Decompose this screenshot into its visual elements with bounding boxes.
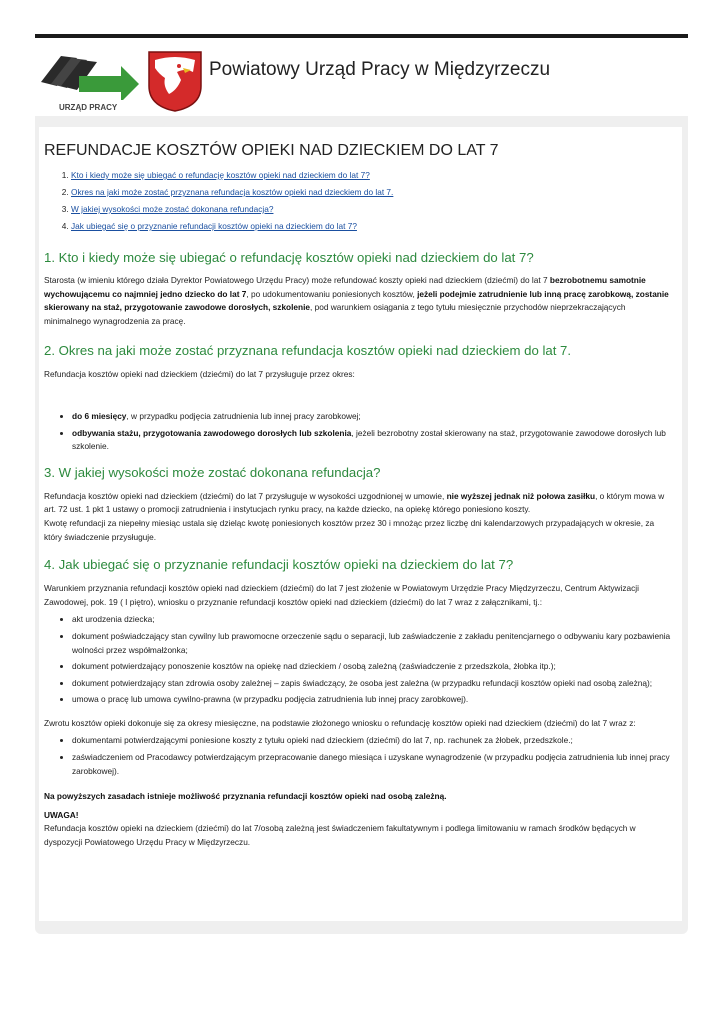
section-2-heading: 2. Okres na jaki może zostać przyznana refundacja kosztów opieki nad dzieckiem do lat 7. [44,343,572,359]
toc-item [71,218,671,235]
urzad-pracy-logo[interactable] [39,52,141,112]
text: Starosta (w imieniu którego działa Dyrektor Powiatowego Urzędu Pracy) może refundować koszty opieki nad dzieckiem (dziećmi) do lat 7 [44,275,550,285]
list-item: • dokument potwierdzający stan zdrowia osoby zależnej – zapis świadczący, że osoba jest zależna (w przypadku refundacji kosztów opieki nad osobą zależną); [72,677,671,691]
bold-text: jeżeli podejmie zatrudnienie lub inną pracę zarobkową, zostanie skierowany na staż, przygotowanie zawodowe dorosłych, szkolenie [44,288,669,313]
list-item [72,410,671,424]
section-2-intro: Refundacja kosztów opieki nad dzieckiem (dziećmi) do lat 7 przysługuje przez okres: [44,369,355,380]
section-1-text [44,274,671,328]
list-item: • umowa o pracę lub umowa cywilno-prawna (w przypadku podjęcia zatrudnienia lub innej pracy zarobkowej). [72,693,671,707]
section-4-attachments-list [44,613,671,707]
main-content [39,127,682,921]
bold-text: do 6 miesięcy [72,410,127,421]
text: Refundacja kosztów opieki nad dzieckiem (dziećmi) do lat 7 przysługuje w wysokości uzgodnionej w umowie, [44,490,447,501]
bold-text: nie wyższej jednak niż połowa zasiłku [446,490,596,501]
section-3-heading: 3. W jakiej wysokości może zostać dokonana refundacja? [44,464,381,480]
bold-text: bezrobotnemu samotnie wychowującemu co najmniej jedno dziecko do lat 7 [44,275,646,299]
section-3-text [44,490,671,517]
toc-link-4[interactable]: Jak ubiegać się o przyznanie refundacji kosztów opieki na dzieckiem do lat 7? [71,221,357,231]
list-item [72,427,671,454]
toc-item [71,201,671,218]
page-title: REFUNDACJE KOSZTÓW OPIEKI NAD DZIECKIEM DO LAT 7 [44,142,499,159]
text: , pod warunkiem osiągania z tego tytułu miesięcznie przychodów nieprzekraczających minimalnego wynagrodzenia za pracę. [44,302,626,326]
bold-text: UWAGA! [44,809,79,820]
coat-of-arms [147,50,203,112]
section-4-intro: Warunkiem przyznania refundacji kosztów opieki nad dzieckiem (dziećmi) do lat 7 jest złożenie w Powiatowym Urzędzie Pracy Międzyrzeczu, Centrum Aktywizacji Zawodowej, pok. 19 ( I piętro), wniosku o przyznanie refundacji kosztów opieki nad dzieckiem (dziećmi) do lat 7 wraz z załącznikami, tj.: [44,583,639,607]
text: , po udokumentowaniu poniesionych kosztów, [246,288,418,299]
section-4-text-2: Zwrotu kosztów opieki dokonuje się za okresy miesięczne, na podstawie złożonego wniosku o refundację kosztów opieki nad dzieckiem (dziećmi) do lat 7 wraz z: [44,717,636,728]
svg-text:URZĄD PRACY: URZĄD PRACY [59,103,118,112]
list-item: • akt urodzenia dziecka; [72,613,671,627]
table-of-contents [44,167,671,235]
list-item: • dokument poświadczający stan cywilny lub prawomocne orzeczenie sądu o separacji, lub zaświadczenie z zakładu penitencjarnego o odbywaniu kary pozbawienia wolności przez współmałżonka; [72,630,671,657]
text: , w przypadku podjęcia zatrudnienia lub innej pracy zarobkowej; [126,410,361,421]
section-3-text-2: Kwotę refundacji za niepełny miesiąc ustala się dzieląc kwotę poniesionych kosztów przez 30 i mnożąc przez liczbę dni kalendarzowych przypadających w okresie, za który świadczenie przysługuje. [44,517,655,542]
bold-text: odbywania stażu, przygotowania zawodowego dorosłych lub szkolenia [72,427,352,438]
list-item: • dokumentami potwierdzającymi poniesione koszty z tytułu opieki nad dzieckiem (dziećmi) do lat 7, np. rachunek za żłobek, przedszkole.; [72,734,671,748]
list-item: • dokument potwierdzający ponoszenie kosztów na opiekę nad dzieckiem / osobą zależną (zaświadczenie z przedszkola, żłobka itp.); [72,660,671,674]
toc-link-1[interactable]: Kto i kiedy może się ubiegać o refundację kosztów opieki nad dzieckiem do lat 7? [71,170,370,180]
eagle-crest-icon [147,50,203,112]
text: , jeżeli bezrobotny został skierowany na staż, przygotowanie zawodowe dorosłych lub szkolenie. [72,427,666,452]
site-title: Powiatowy Urząd Pracy w Międzyrzeczu [209,59,551,80]
urzad-pracy-logo-icon [39,52,141,112]
section-1-heading: 1. Kto i kiedy może się ubiegać o refundację kosztów opieki nad dzieckiem do lat 7? [44,250,534,265]
toc-item [71,184,671,201]
list-item: • zaświadczeniem od Pracodawcy potwierdzającym przepracowanie danego miesiąca i uzyskane wynagrodzenie (w przypadku podjęcia zatrudnienia lub innej pracy zarobkowej). [72,751,671,778]
site-header [35,38,688,116]
article [44,141,671,850]
section-2-list [44,410,671,454]
section-4-note [44,790,671,804]
bold-text: Na powyższych zasadach istnieje możliwość przyznania refundacji kosztów opieki nad osobą zależną. [44,791,447,802]
warning-label [44,809,671,823]
text: , o którym mowa w art. 72 ust. 1 pkt 1 ustawy o promocji zatrudnienia i instytucjach rynku pracy, na każde dziecko, na opiekę którego poniesiono koszty. [44,490,665,515]
toc-item [71,167,671,184]
toc-link-3[interactable]: W jakiej wysokości może zostać dokonana refundacja? [71,204,274,214]
section-4-documents-list [44,734,671,778]
toc-link-2[interactable]: Okres na jaki może zostać przyznana refundacja kosztów opieki nad dzieckiem do lat 7. [71,187,394,197]
section-4-heading: 4. Jak ubiegać się o przyznanie refundacji kosztów opieki na dzieckiem do lat 7? [44,557,514,573]
final-note: Refundacja kosztów opieki na dzieckiem (dziećmi) do lat 7/osobą zależną jest świadczeniem fakultatywnym i podlega limitowaniu w ramach środków będących w dyspozycji Powiatowego Urzędu Pracy w Międzyrzeczu. [44,823,636,848]
